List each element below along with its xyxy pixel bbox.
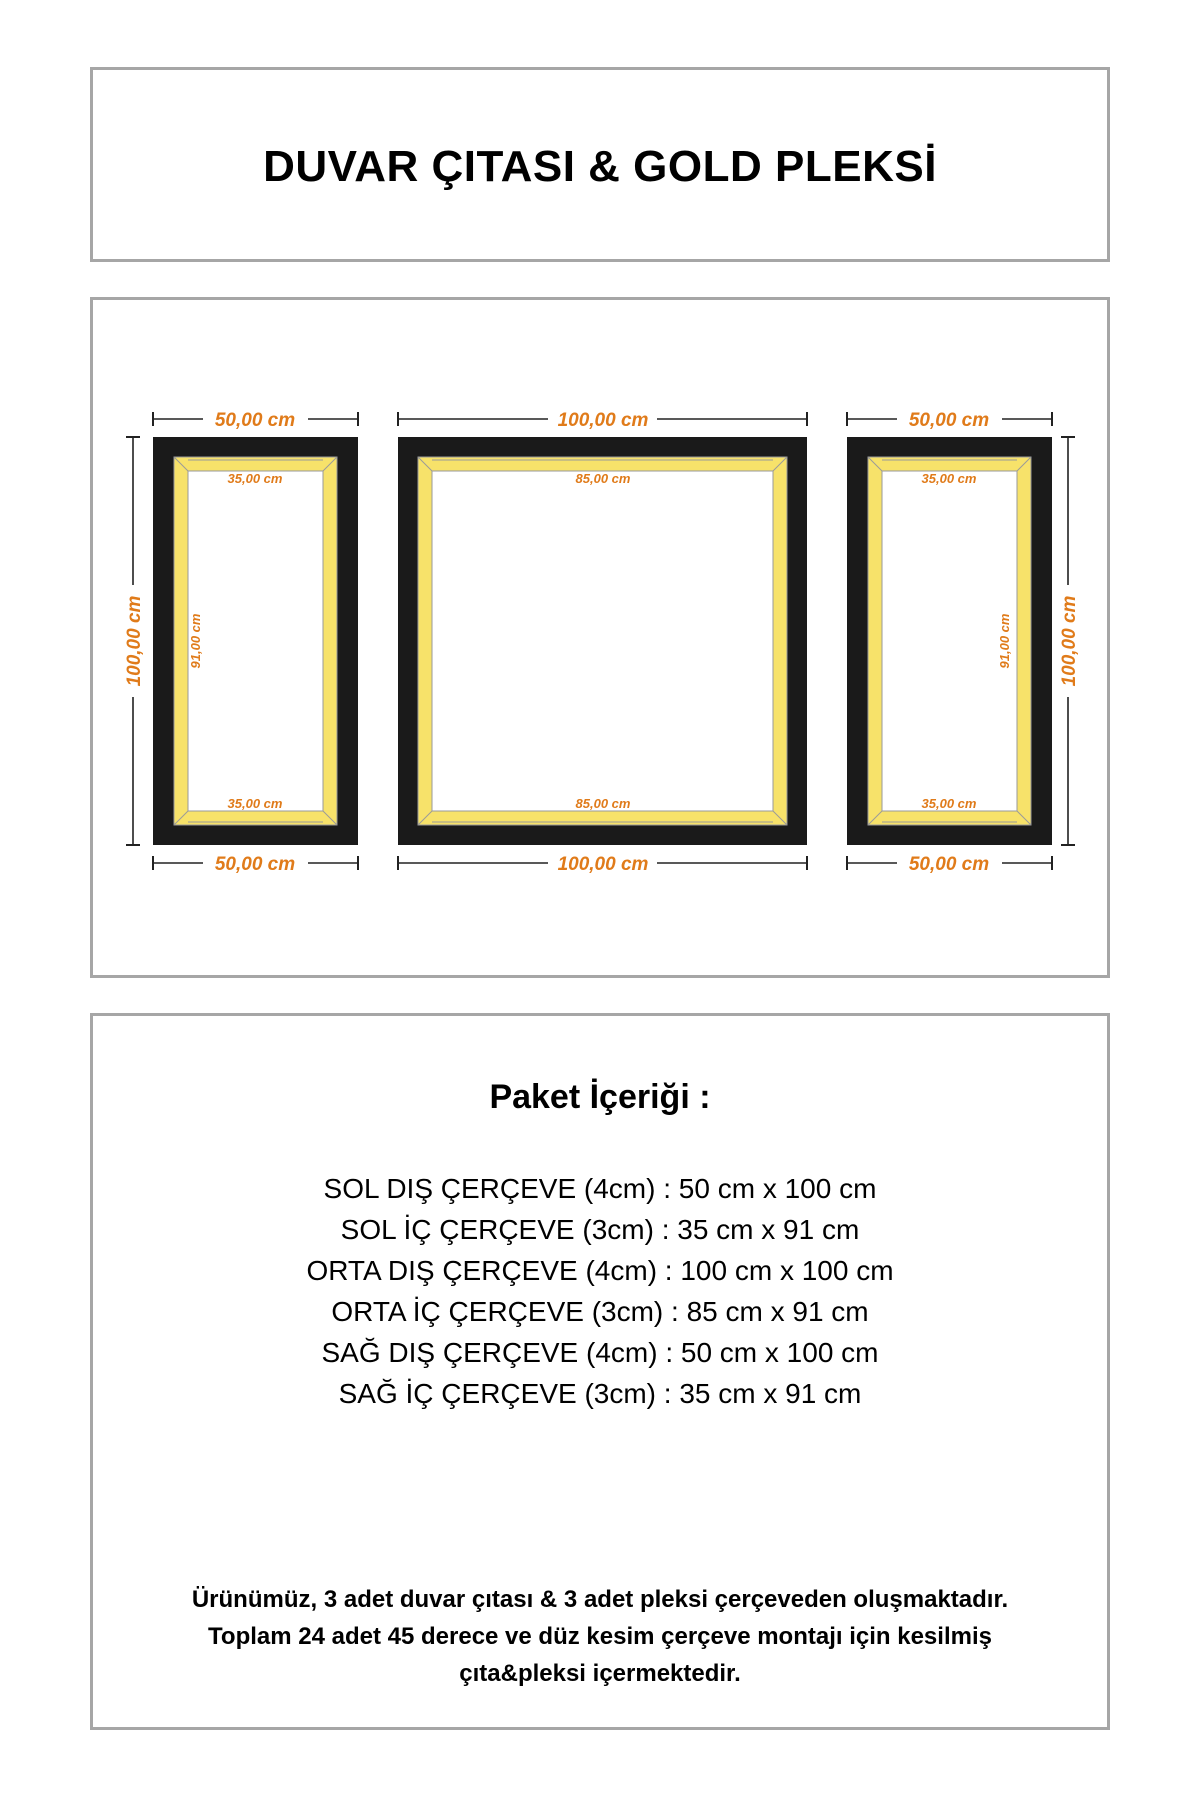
left-top-width-label: 50,00 cm bbox=[214, 410, 296, 431]
package-item: SAĞ DIŞ ÇERÇEVE (4cm) : 50 cm x 100 cm bbox=[321, 1337, 879, 1368]
center-top-width-label: 100,00 cm bbox=[557, 410, 649, 431]
left-inner-bottom-label: 35,00 cm bbox=[227, 796, 283, 811]
package-item-list bbox=[93, 1168, 1107, 1414]
left-glass bbox=[188, 471, 323, 811]
left-inner-height-label: 91,00 cm bbox=[188, 613, 203, 669]
bottom-dimensions bbox=[153, 854, 1052, 875]
right-height-label: 100,00 cm bbox=[1059, 595, 1080, 687]
package-item: SOL İÇ ÇERÇEVE (3cm) : 35 cm x 91 cm bbox=[340, 1214, 860, 1245]
left-height-label: 100,00 cm bbox=[124, 595, 145, 687]
package-note-line: Ürünümüz, 3 adet duvar çıtası & 3 adet pleksi çerçeveden oluşmaktadır. bbox=[191, 1586, 1009, 1613]
right-top-width-label: 50,00 cm bbox=[908, 410, 990, 431]
center-bottom-width-label: 100,00 cm bbox=[557, 854, 649, 875]
left-inner-top-label: 35,00 cm bbox=[227, 471, 283, 486]
frame-diagram-panel bbox=[90, 297, 1110, 978]
center-inner-top-label: 85,00 cm bbox=[575, 471, 631, 486]
right-frame-panel bbox=[847, 437, 1052, 845]
title-panel bbox=[90, 67, 1110, 262]
left-frame-panel bbox=[153, 437, 358, 845]
package-note bbox=[133, 1581, 1067, 1692]
right-bottom-width-label: 50,00 cm bbox=[908, 854, 990, 875]
center-frame-panel bbox=[398, 437, 807, 845]
package-item: SAĞ İÇ ÇERÇEVE (3cm) : 35 cm x 91 cm bbox=[338, 1378, 862, 1409]
left-bottom-width-label: 50,00 cm bbox=[214, 854, 296, 875]
right-inner-bottom-label: 35,00 cm bbox=[921, 796, 977, 811]
page-title: DUVAR ÇITASI & GOLD PLEKSİ bbox=[263, 142, 937, 191]
package-note-line: çıta&pleksi içermektedir. bbox=[459, 1660, 741, 1687]
package-contents-panel bbox=[90, 1013, 1110, 1730]
center-inner-bottom-label: 85,00 cm bbox=[575, 796, 631, 811]
package-note-line: Toplam 24 adet 45 derece ve düz kesim çerçeve montajı için kesilmiş bbox=[208, 1623, 992, 1650]
center-glass bbox=[432, 471, 773, 811]
top-dimensions bbox=[153, 410, 1052, 431]
frame-diagram bbox=[93, 300, 1107, 975]
package-heading: Paket İçeriği : bbox=[489, 1078, 711, 1116]
right-inner-height-label: 91,00 cm bbox=[997, 613, 1012, 669]
package-item: SOL DIŞ ÇERÇEVE (4cm) : 50 cm x 100 cm bbox=[323, 1173, 877, 1204]
package-item: ORTA DIŞ ÇERÇEVE (4cm) : 100 cm x 100 cm bbox=[306, 1255, 894, 1286]
right-inner-top-label: 35,00 cm bbox=[921, 471, 977, 486]
package-item: ORTA İÇ ÇERÇEVE (3cm) : 85 cm x 91 cm bbox=[331, 1296, 869, 1327]
